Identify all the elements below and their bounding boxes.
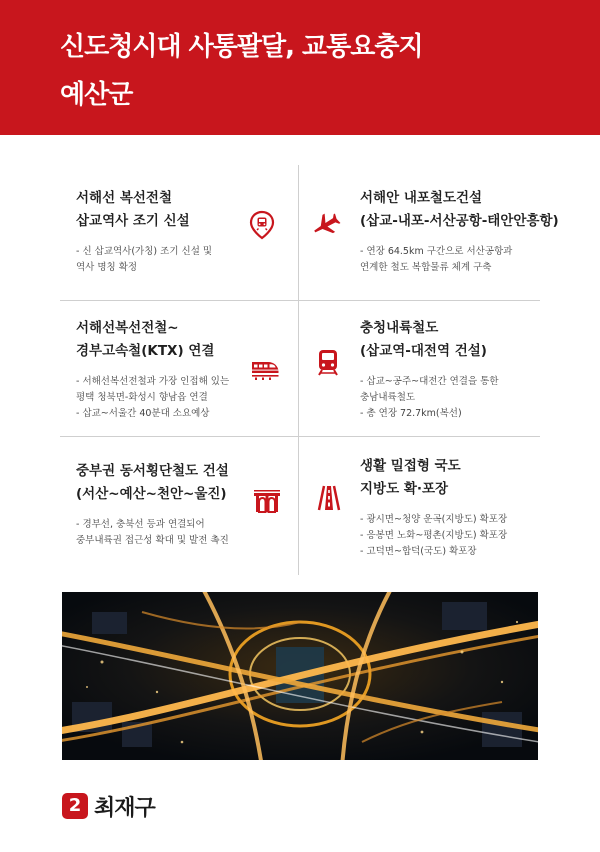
- project-title-line: 지방도 확·포장: [360, 481, 449, 497]
- project-title-line: 생활 밀접형 국도: [360, 458, 461, 474]
- project-bullet: - 삽교~공주~대전간 연결을 통한: [360, 376, 499, 387]
- page-title-line2: 예산군: [60, 80, 133, 110]
- project-title-line: (삽교역-대전역 건설): [360, 343, 487, 359]
- project-title-line: 충청내륙철도: [360, 320, 439, 336]
- train-front-icon: [313, 347, 343, 377]
- project-title-line: 중부권 동서횡단철도 건설: [76, 463, 229, 479]
- candidate-number-badge: 2: [62, 793, 88, 819]
- project-bullets: [360, 512, 507, 560]
- project-title-line: 경부고속철(KTX) 연결: [76, 343, 215, 359]
- train-location-pin-icon: [247, 210, 277, 240]
- project-card-2: [360, 187, 559, 276]
- project-bullets: [76, 517, 229, 549]
- grid-divider-vertical: [298, 165, 299, 575]
- high-speed-train-icon: [250, 353, 280, 383]
- grid-divider-horizontal-2: [60, 436, 540, 437]
- page-title-line1: 신도청시대 사통팔달, 교통요충지: [60, 32, 423, 62]
- project-card-5: [76, 460, 229, 549]
- project-card-3: [76, 317, 229, 422]
- project-card-4: [360, 317, 499, 422]
- project-title-line: 서해선 복선전철: [76, 190, 172, 206]
- project-bullet: - 삽교~서울간 40분대 소요예상: [76, 408, 210, 419]
- project-title-line: 서해안 내포철도건설: [360, 190, 483, 206]
- project-bullet: 중부내륙권 접근성 확대 및 발전 촉진: [76, 535, 229, 546]
- project-bullets: [360, 244, 559, 276]
- highway-interchange-night-photo: [62, 592, 538, 760]
- grid-divider-horizontal-1: [60, 300, 540, 301]
- project-grid: [60, 165, 559, 575]
- project-bullet: - 연장 64.5km 구간으로 서산공항과: [360, 246, 513, 257]
- railway-bridge-icon: [252, 485, 282, 515]
- project-bullet: 역사 명칭 확정: [76, 262, 138, 273]
- project-bullet: - 응봉면 노화~평촌(지방도) 확포장: [360, 530, 508, 541]
- project-bullet: 평택 청북면-화성시 향남읍 연결: [76, 392, 208, 403]
- project-bullets: [76, 244, 212, 276]
- project-bullet: - 고덕면~합덕(국도) 확포장: [360, 546, 477, 557]
- candidate-logo: [62, 792, 155, 820]
- project-bullets: [360, 374, 499, 422]
- project-card-6: [360, 455, 507, 560]
- header-banner: [0, 0, 600, 135]
- project-title-line: (삽교-내포-서산공항-태안안흥항): [360, 213, 559, 229]
- project-bullet: - 경부선, 충북선 등과 연결되어: [76, 519, 205, 530]
- candidate-name: 최재구: [94, 795, 155, 821]
- project-bullet: - 총 연장 72.7km(복선): [360, 408, 462, 419]
- project-title-line: 삽교역사 조기 신설: [76, 213, 190, 229]
- project-bullet: 충남내륙철도: [360, 392, 416, 403]
- project-bullet: 연계한 철도 복합물류 체계 구축: [360, 262, 492, 273]
- road-icon: [314, 483, 344, 513]
- airplane-icon: [311, 210, 341, 240]
- project-bullets: [76, 374, 229, 422]
- project-bullet: - 서해선복선전철과 가장 인접해 있는: [76, 376, 230, 387]
- project-bullet: - 신 삽교역사(가칭) 조기 신설 및: [76, 246, 213, 257]
- project-card-1: [76, 187, 212, 276]
- project-title-line: (서산~예산~천안~울진): [76, 486, 227, 502]
- project-bullet: - 광시면~청양 운곡(지방도) 확포장: [360, 514, 508, 525]
- project-title-line: 서해선복선전철~: [76, 320, 179, 336]
